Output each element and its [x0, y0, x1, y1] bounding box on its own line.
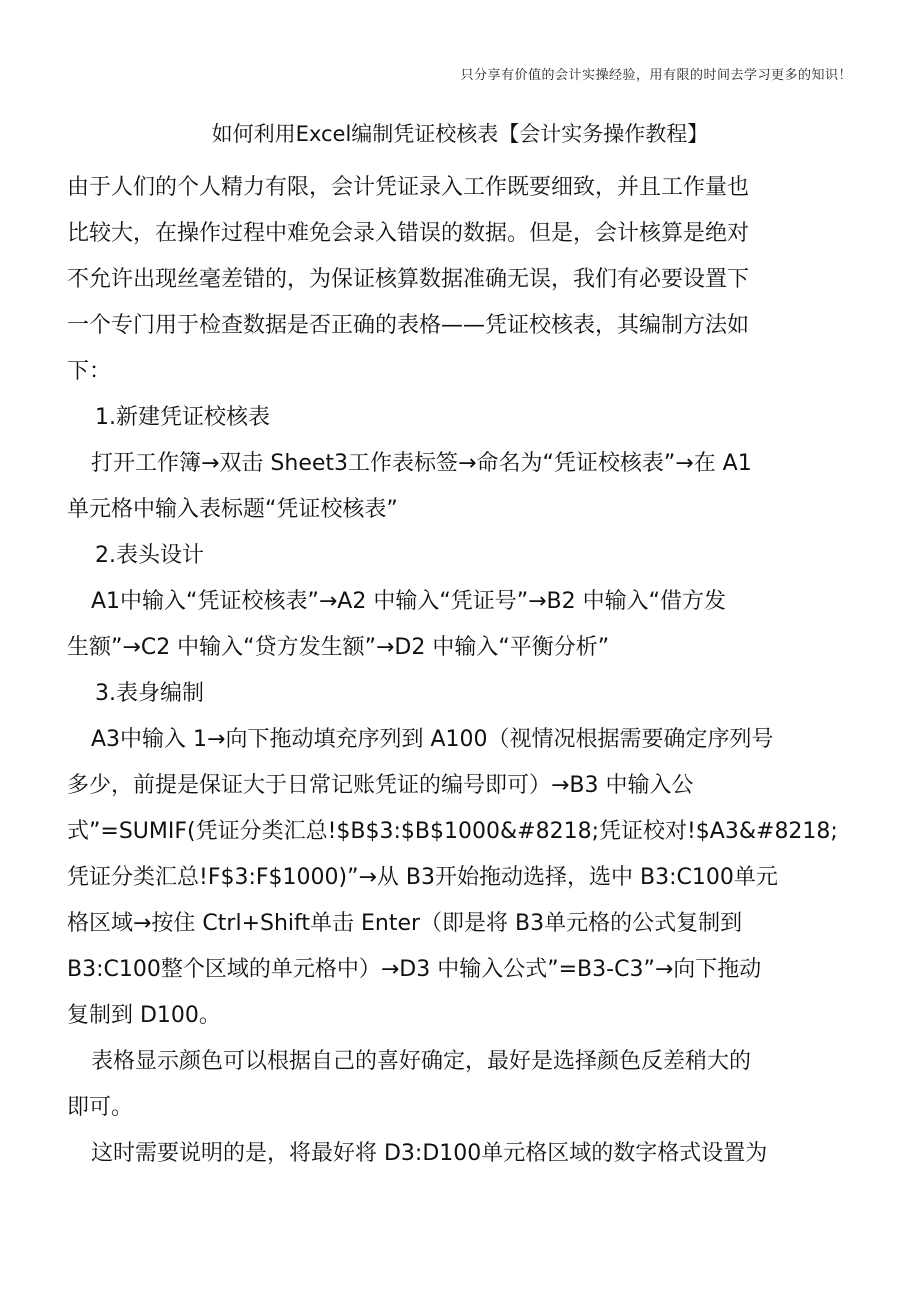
- paragraph-line: 打开工作簿→双击 Sheet3工作表标签→命名为“凭证校核表”→在 A1: [91, 451, 752, 476]
- document-body: [67, 165, 847, 1177]
- paragraph-line: 由于人们的个人精力有限，会计凭证录入工作既要细致，并且工作量也: [67, 175, 750, 200]
- paragraph-line: 下：: [67, 359, 112, 384]
- paragraph-line: 一个专门用于检查数据是否正确的表格——凭证校核表，其编制方法如: [67, 313, 750, 338]
- paragraph-line: A3中输入 1→向下拖动填充序列到 A100（视情况根据需要确定序列号: [91, 727, 774, 752]
- paragraph-line: 凭证分类汇总!F$3:F$1000)”→从 B3开始拖动选择，选中 B3:C100单元: [67, 865, 778, 890]
- paragraph-line: 复制到 D100。: [67, 1003, 221, 1028]
- section-heading: 2.表头设计: [95, 543, 204, 568]
- paragraph-line: 不允许出现丝毫差错的，为保证核算数据准确无误，我们有必要设置下: [67, 267, 750, 292]
- paragraph-line: 比较大，在操作过程中难免会录入错误的数据。但是，会计核算是绝对: [67, 221, 750, 246]
- paragraph-line: 式”=SUMIF(凭证分类汇总!$B$3:$B$1000&#8218;凭证校对!$A3&#8218;: [67, 819, 838, 844]
- paragraph-line: 格区域→按住 Ctrl+Shift单击 Enter（即是将 B3单元格的公式复制到: [67, 911, 743, 936]
- document-title: 如何利用Excel编制凭证校核表【会计实务操作教程】: [211, 122, 709, 146]
- section-heading: 3.表身编制: [95, 681, 204, 706]
- paragraph-line: 这时需要说明的是，将最好将 D3:D100单元格区域的数字格式设置为: [91, 1141, 768, 1166]
- paragraph-line: 表格显示颜色可以根据自己的喜好确定，最好是选择颜色反差稍大的: [91, 1049, 752, 1074]
- section-heading: 1.新建凭证校核表: [95, 405, 270, 430]
- header-note: 只分享有价值的会计实操经验，用有限的时间去学习更多的知识！: [460, 68, 852, 83]
- paragraph-line: 单元格中输入表标题“凭证校核表”: [67, 497, 398, 522]
- paragraph-line: 生额”→C2 中输入“贷方发生额”→D2 中输入“平衡分析”: [67, 635, 610, 660]
- paragraph-line: A1中输入“凭证校核表”→A2 中输入“凭证号”→B2 中输入“借方发: [91, 589, 727, 614]
- paragraph-line: 多少，前提是保证大于日常记账凭证的编号即可）→B3 中输入公: [67, 773, 694, 798]
- paragraph-line: B3:C100整个区域的单元格中）→D3 中输入公式”=B3-C3”→向下拖动: [67, 957, 762, 982]
- paragraph-line: 即可。: [67, 1095, 134, 1120]
